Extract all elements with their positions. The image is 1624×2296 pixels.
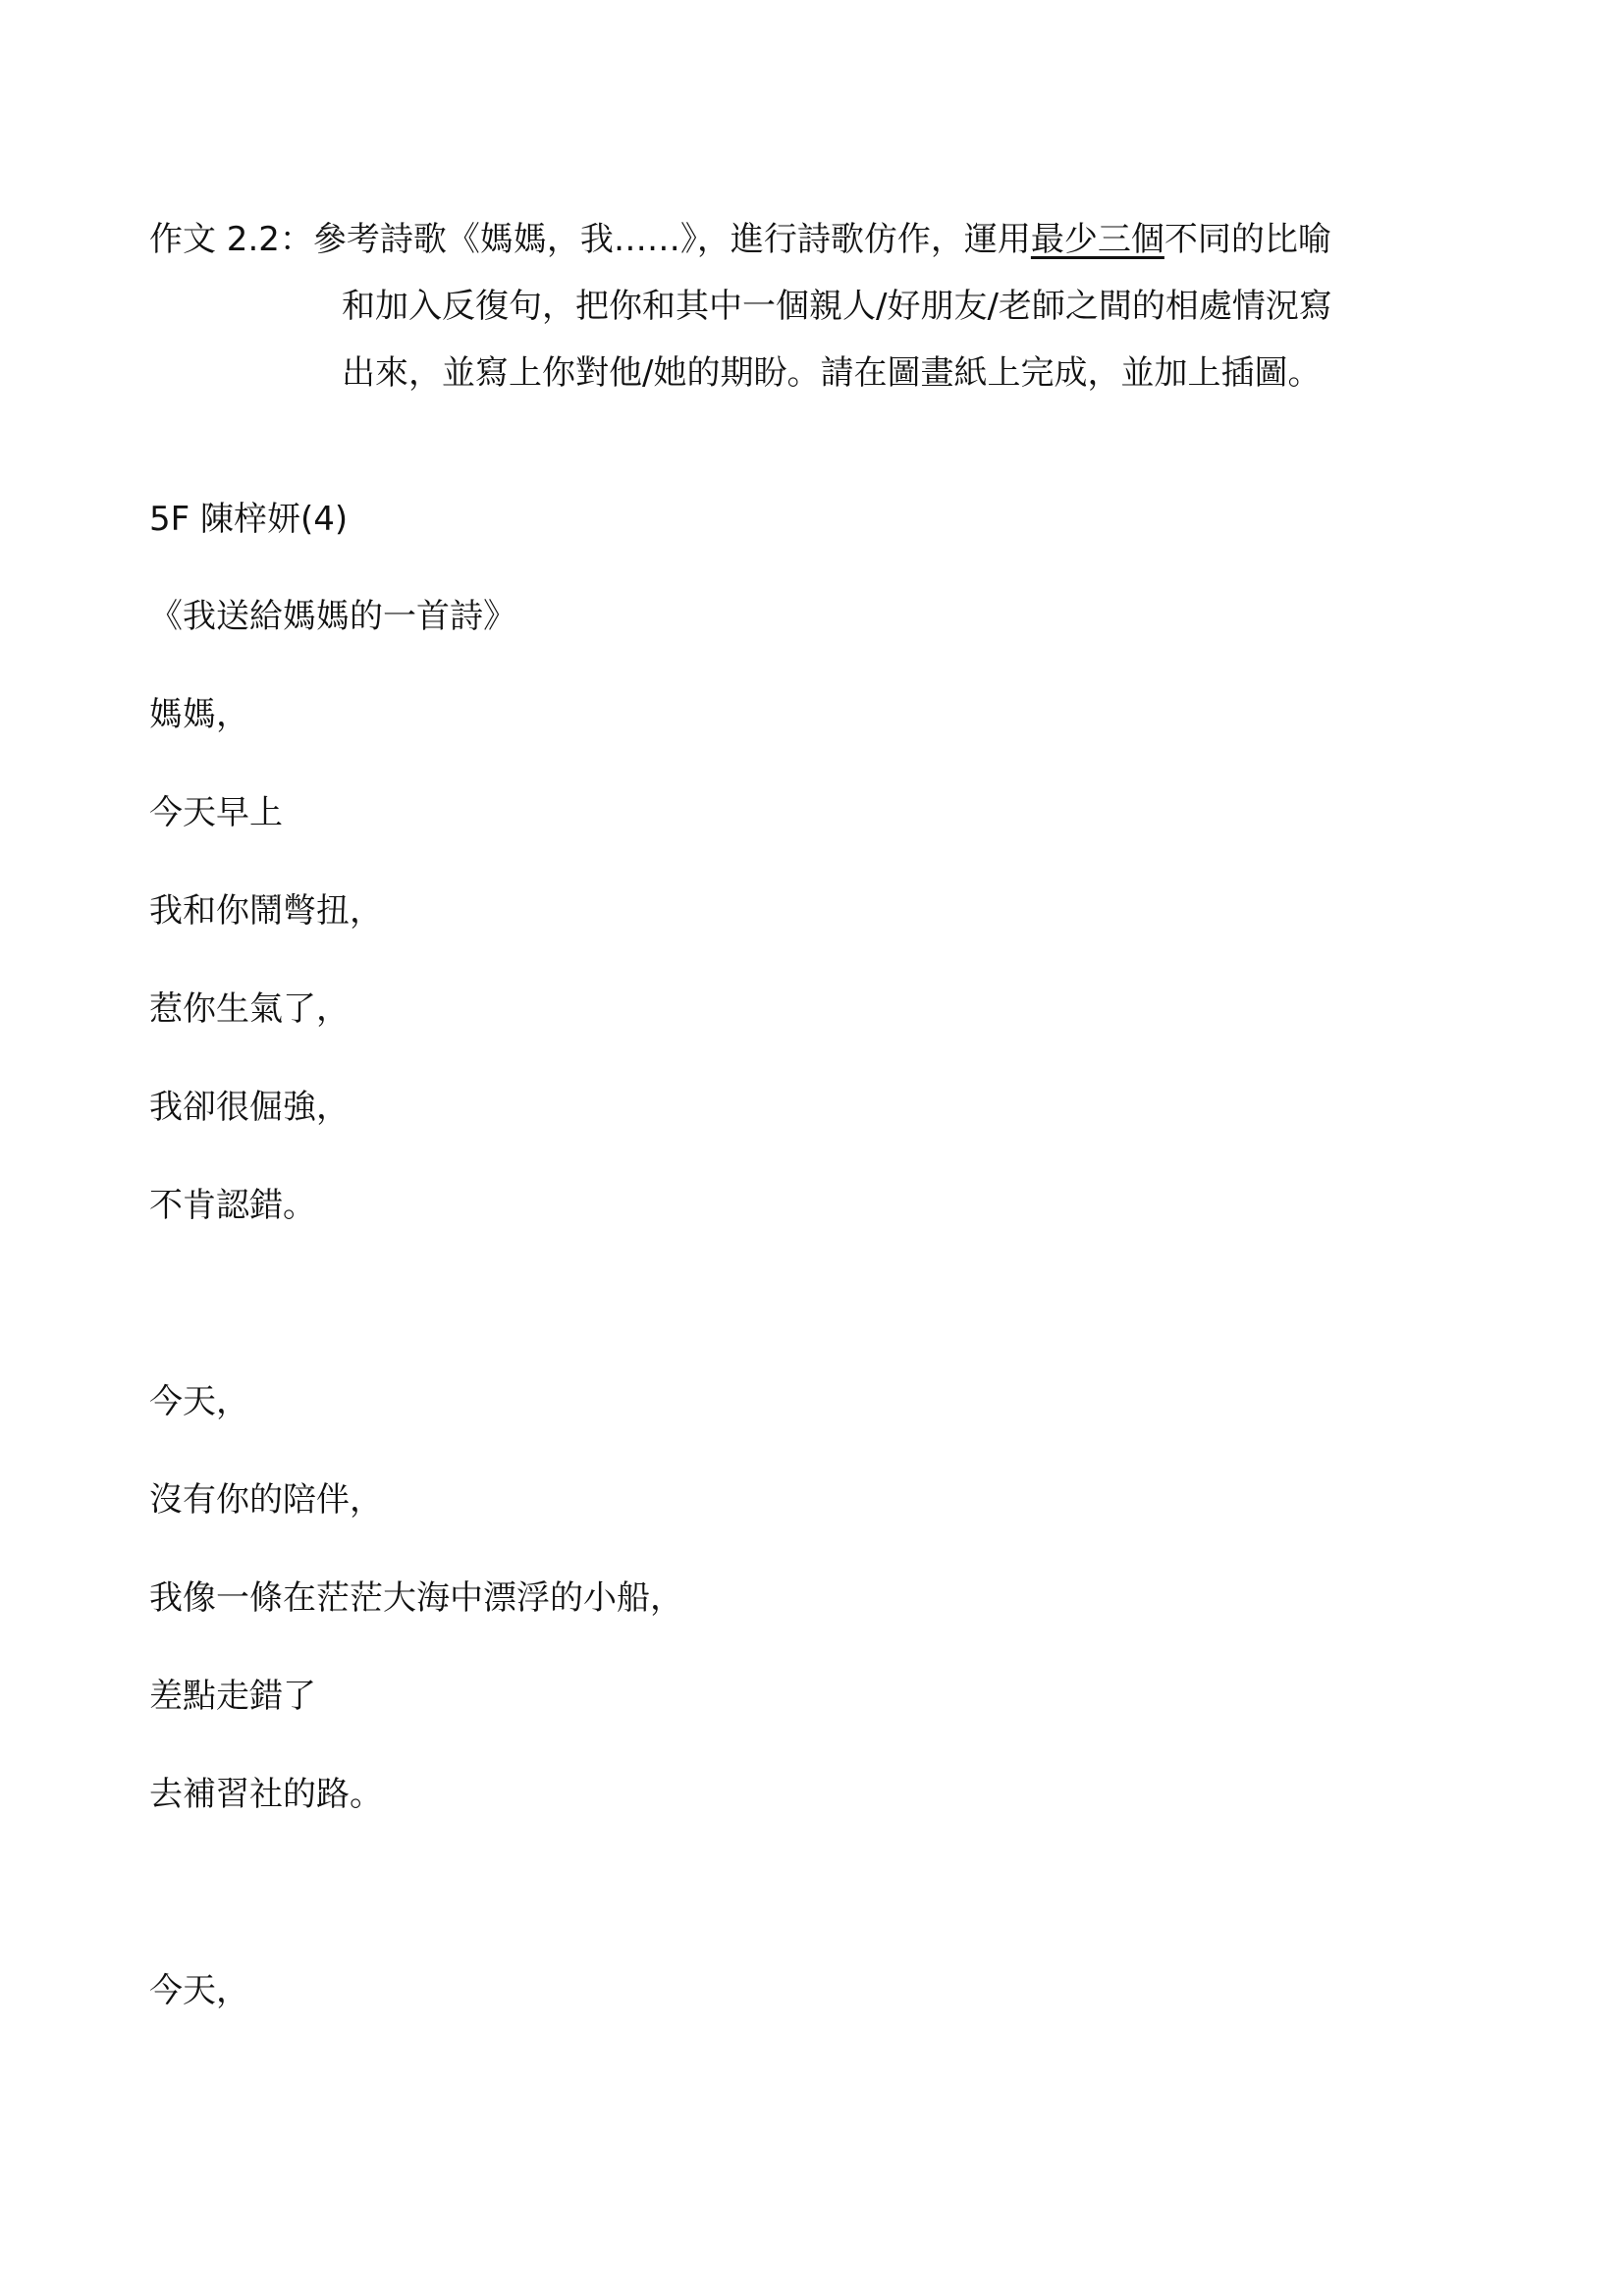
poem-line: 今天， (149, 1971, 249, 2010)
poem-line: 我和你鬧彆扭， (149, 891, 383, 931)
prompt-text-1-end: 不同的比喻 (1164, 220, 1331, 259)
poem-line: 不肯認錯。 (149, 1186, 316, 1225)
poem-line: 沒有你的陪伴， (149, 1480, 383, 1520)
prompt-underlined-text: 最少三個 (1030, 220, 1164, 259)
poem-line: 媽媽， (149, 695, 249, 734)
poem-title: 《我送給媽媽的一首詩》 (149, 597, 516, 636)
poem-line: 惹你生氣了， (149, 989, 350, 1029)
prompt-label: 作文 2.2： (149, 220, 313, 259)
poem-line: 去補習社的路。 (149, 1775, 383, 1814)
poem-line: 我卻很倔強， (149, 1088, 350, 1127)
poem-line: 差點走錯了 (149, 1677, 316, 1716)
prompt-text-1: 參考詩歌《媽媽，我……》，進行詩歌仿作，運用 (312, 220, 1031, 259)
poem-line: 今天早上 (149, 793, 283, 832)
poem-line: 今天， (149, 1382, 249, 1421)
prompt-line-3: 出來，並寫上你對他/她的期盼。請在圖畫紙上完成，並加上插圖。 (342, 353, 1322, 393)
poem-line: 我像一條在茫茫大海中漂浮的小船， (149, 1578, 683, 1618)
prompt-line-1 (149, 206, 1524, 273)
assignment-prompt (149, 206, 1524, 406)
prompt-line-2: 和加入反復句，把你和其中一個親人/好朋友/老師之間的相處情況寫 (342, 287, 1332, 326)
student-name: 5F 陳梓妍(4) (149, 500, 349, 539)
